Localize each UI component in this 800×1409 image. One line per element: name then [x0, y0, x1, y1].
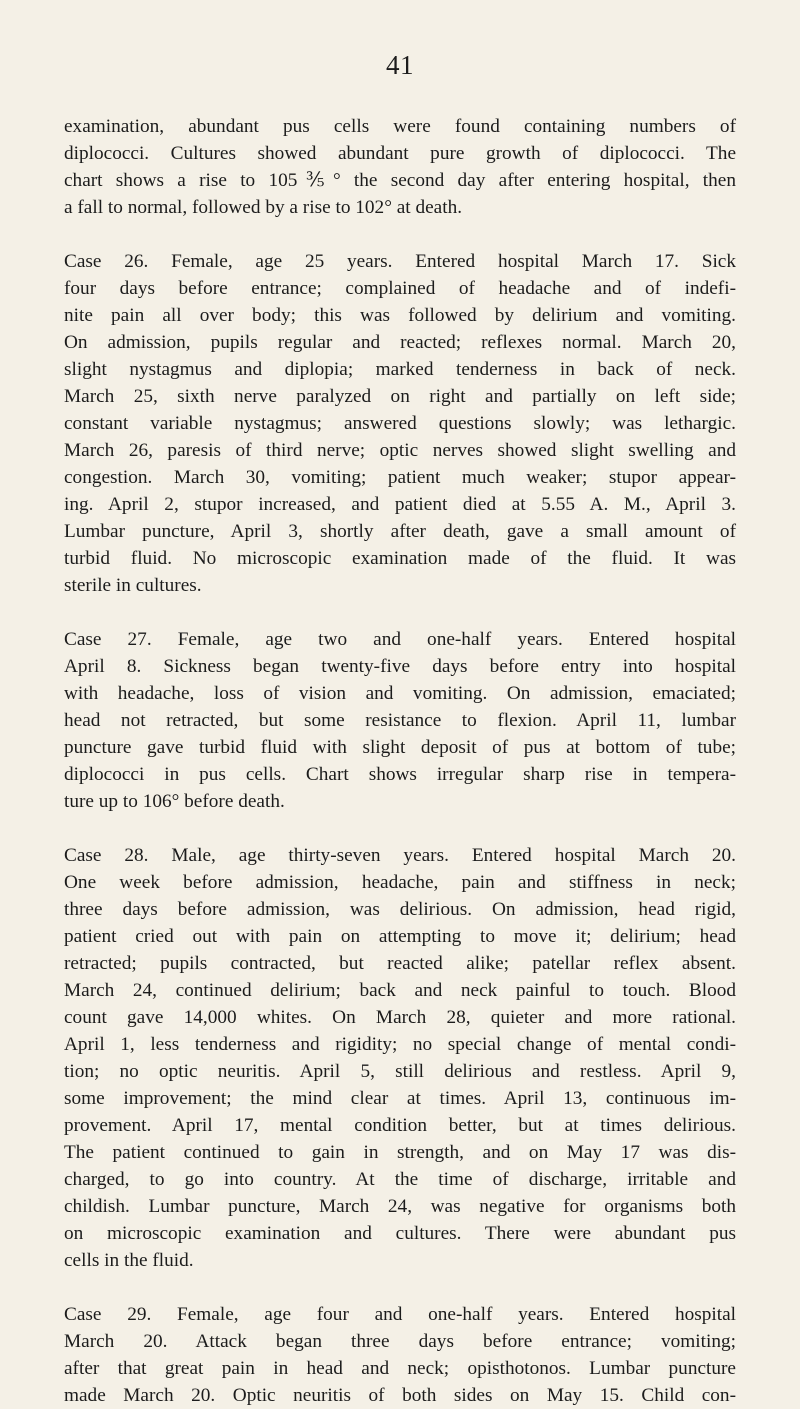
text-line: Lumbar puncture, April 3, shortly after death, gave a small amount of — [64, 521, 736, 542]
text-line: on microscopic examination and cultures. There were abundant pus — [64, 1223, 736, 1244]
text-line: nite pain all over body; this was followed by delirium and vomiting. — [64, 305, 736, 326]
text-line: chart shows a rise to 105⅗° the second day after entering hospital, then — [64, 170, 736, 191]
text-line: made March 20. Optic neuritis of both sides on May 15. Child con- — [64, 1385, 736, 1406]
text-line: March 25, sixth nerve paralyzed on right and partially on left side; — [64, 386, 736, 407]
text-line: four days before entrance; complained of headache and of indefi- — [64, 278, 736, 299]
text-line: slight nystagmus and diplopia; marked tenderness in back of neck. — [64, 359, 736, 380]
text-line: after that great pain in head and neck; opisthotonos. Lumbar puncture — [64, 1358, 736, 1379]
text-line: charged, to go into country. At the time of discharge, irritable and — [64, 1169, 736, 1190]
text-line: Case 26. Female, age 25 years. Entered hospital March 17. Sick — [64, 251, 736, 272]
text-line: Case 28. Male, age thirty-seven years. Entered hospital March 20. — [64, 845, 736, 866]
paragraph-case-28 — [64, 842, 736, 1274]
text-line: childish. Lumbar puncture, March 24, was negative for organisms both — [64, 1196, 736, 1217]
text-line: sterile in cultures. — [64, 575, 202, 596]
paragraph — [64, 113, 736, 221]
text-line: diplococci in pus cells. Chart shows irregular sharp rise in tempera- — [64, 764, 736, 785]
text-line: puncture gave turbid fluid with slight deposit of pus at bottom of tube; — [64, 737, 736, 758]
text-line: some improvement; the mind clear at times. April 13, continuous im- — [64, 1088, 736, 1109]
text-line: Case 29. Female, age four and one-half years. Entered hospital — [64, 1304, 736, 1325]
text-line: On admission, pupils regular and reacted; reflexes normal. March 20, — [64, 332, 736, 353]
text-line: constant variable nystagmus; answered questions slowly; was lethargic. — [64, 413, 736, 434]
text-line: three days before admission, was delirious. On admission, head rigid, — [64, 899, 736, 920]
text-line: ing. April 2, stupor increased, and patient died at 5.55 A. M., April 3. — [64, 494, 736, 515]
text-line: March 24, continued delirium; back and neck painful to touch. Blood — [64, 980, 736, 1001]
text-line: retracted; pupils contracted, but reacted alike; patellar reflex absent. — [64, 953, 736, 974]
text-line: April 1, less tenderness and rigidity; no special change of mental condi- — [64, 1034, 736, 1055]
text-line: cells in the fluid. — [64, 1250, 194, 1271]
text-line: congestion. March 30, vomiting; patient much weaker; stupor appear- — [64, 467, 736, 488]
text-line: with headache, loss of vision and vomiting. On admission, emaciated; — [64, 683, 736, 704]
text-line: examination, abundant pus cells were found containing numbers of — [64, 116, 736, 137]
text-line: head not retracted, but some resistance to flexion. April 11, lumbar — [64, 710, 736, 731]
paragraph-case-27 — [64, 626, 736, 815]
text-line: provement. April 17, mental condition better, but at times delirious. — [64, 1115, 736, 1136]
text-line: April 8. Sickness began twenty-five days before entry into hospital — [64, 656, 736, 677]
text-line: ture up to 106° before death. — [64, 791, 285, 812]
text-line: tion; no optic neuritis. April 5, still delirious and restless. April 9, — [64, 1061, 736, 1082]
text-line: count gave 14,000 whites. On March 28, quieter and more rational. — [64, 1007, 736, 1028]
text-line: turbid fluid. No microscopic examination made of the fluid. It was — [64, 548, 736, 569]
paragraph-case-26 — [64, 248, 736, 599]
text-line: The patient continued to gain in strength, and on May 17 was dis- — [64, 1142, 736, 1163]
text-line: March 26, paresis of third nerve; optic nerves showed slight swelling and — [64, 440, 736, 461]
text-line: diplococci. Cultures showed abundant pure growth of diplococci. The — [64, 143, 736, 164]
text-line: March 20. Attack began three days before entrance; vomiting; — [64, 1331, 736, 1352]
paragraph-case-29 — [64, 1301, 736, 1409]
page-number: 41 — [386, 50, 414, 80]
text-line: a fall to normal, followed by a rise to 102° at death. — [64, 197, 463, 218]
text-line: patient cried out with pain on attempting to move it; delirium; head — [64, 926, 736, 947]
text-line: Case 27. Female, age two and one-half years. Entered hospital — [64, 629, 736, 650]
body-text — [64, 113, 736, 1409]
text-line: One week before admission, headache, pain and stiffness in neck; — [64, 872, 736, 893]
